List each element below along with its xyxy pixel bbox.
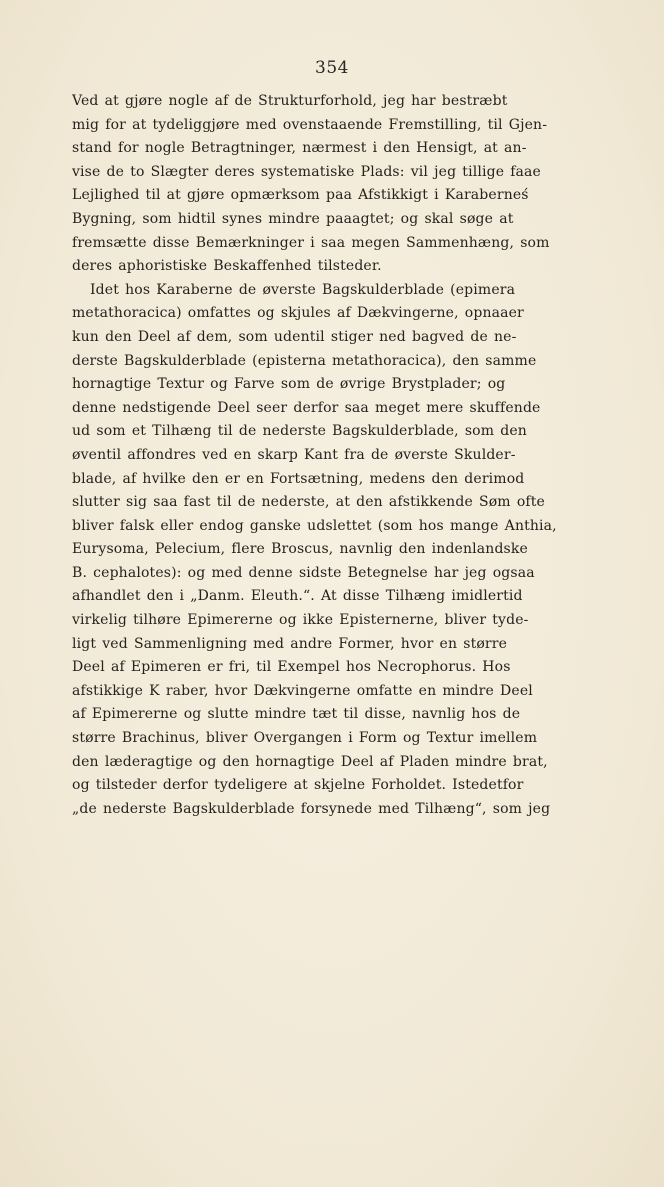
text-line: Eurysoma, Pelecium, flere Broscus, navnlig den indenlandske [72,541,528,558]
text-line: stand for nogle Betragtninger, nærmest i den Hensigt, at an- [72,140,527,157]
text-line: afhandlet den i „Danm. Eleuth.“. At disse Tilhæng imidlertid [72,588,523,605]
text-line: kun den Deel af dem, som udentil stiger ned bagved de ne- [72,328,517,345]
text-line: metathoracica) omfattes og skjules af Dækvingerne, opnaaer [72,305,524,322]
text-line: Deel af Epimeren er fri, til Exempel hos Necrophorus. Hos [72,659,511,676]
text-line: „de nederste Bagskulderblade forsynede med Tilhæng“, som jeg [72,800,551,817]
text-line: denne nedstigende Deel seer derfor saa meget mere skuffende [72,399,541,416]
text-line: slutter sig saa fast til de nederste, at den afstikkende Søm ofte [72,494,545,511]
text-line: Idet hos Karaberne de øverste Bagskulderblade (epimera [90,281,516,298]
text-line: større Brachinus, bliver Overgangen i Form og Textur imellem [72,730,538,747]
text-line: bliver falsk eller endog ganske udslettet (som hos mange Anthia, [72,517,557,534]
text-line: ligt ved Sammenligning med andre Former, hvor en større [72,635,508,652]
text-line: deres aphoristiske Beskaffenhed tilsteder. [72,258,382,275]
text-line: mig for at tydeliggjøre med ovenstaaende Fremstilling, til Gjen- [72,116,548,133]
text-line: øventil affondres ved en skarp Kant fra de øverste Skulder- [72,446,516,463]
text-line: B. cephalotes): og med denne sidste Betegnelse har jeg ogsaa [72,564,535,581]
text-line: blade, af hvilke den er en Fortsætning, medens den derimod [72,470,525,487]
text-line: derste Bagskulderblade (episterna metathoracica), den samme [72,352,537,369]
text-line: den læderagtige og den hornagtige Deel af Pladen mindre brat, [72,753,548,770]
text-line: og tilsteder derfor tydeligere at skjelne Forholdet. Istedetfor [72,777,524,794]
text-line: hornagtige Textur og Farve som de øvrige Brystplader; og [72,376,506,393]
text-line: virkelig tilhøre Epimererne og ikke Episternerne, bliver tyde- [72,612,529,629]
text-line: afstikkige K raber, hvor Dækvingerne omfatte en mindre Deel [72,682,533,699]
text-line: fremsætte disse Bemærkninger i saa megen Sammenhæng, som [72,234,550,251]
text-line: ud som et Tilhæng til de nederste Bagskulderblade, som den [72,423,527,440]
page-number: 354 [315,58,349,78]
text-line: vise de to Slægter deres systematiske Plads: vil jeg tillige faae [72,163,541,180]
text-line: Bygning, som hidtil synes mindre paaagtet; og skal søge at [72,210,514,227]
text-line: Lejlighed til at gjøre opmærksom paa Afstikkigt i Karaberneś [72,187,529,204]
text-line: Ved at gjøre nogle af de Strukturforhold, jeg har bestræbt [72,93,508,109]
body-text [72,90,652,821]
text-line: af Epimererne og slutte mindre tæt til disse, navnlig hos de [72,706,521,723]
